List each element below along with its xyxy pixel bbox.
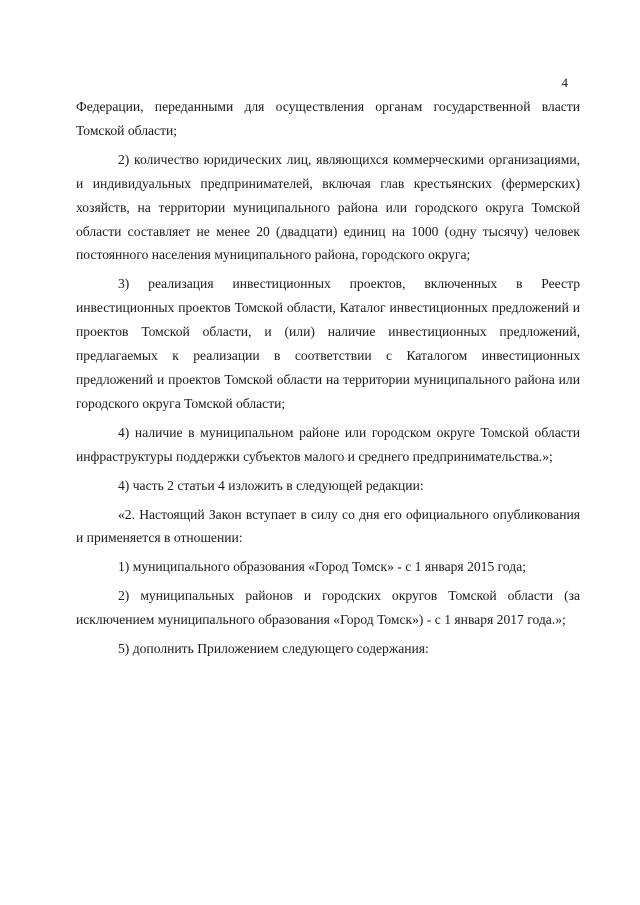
- paragraph-item-4-infrastructure: 4) наличие в муниципальном районе или городском округе Томской области инфраструктуры поддержки субъектов малого и среднего предпринимательства.»;: [76, 424, 580, 464]
- paragraph-amendment-5: 5) дополнить Приложением следующего содержания:: [118, 641, 429, 657]
- paragraph-tomsk-city-date: 1) муниципального образования «Город Томск» - с 1 января 2015 года;: [118, 559, 527, 575]
- document-body: [76, 95, 580, 661]
- paragraph-continuation: Федерации, переданными для осуществления органам государственной власти Томской области;: [76, 99, 580, 138]
- paragraph-item-3-investment-projects: 3) реализация инвестиционных проектов, включенных в Реестр инвестиционных проектов Томской области, Каталог инвестиционных предложений и проектов Томской области, и (или) наличие инвестиционных предложений, предлагаемых к реализации в соответствии с Каталогом инвестиционных предложений и проектов Томской области на территории муниципального района или городского округа Томской области;: [76, 276, 580, 411]
- page-number: 4: [561, 75, 568, 90]
- paragraph-law-effective-date: «2. Настоящий Закон вступает в силу со дня его официального опубликования и применяется в отношении:: [76, 506, 580, 546]
- paragraph-amendment-4: 4) часть 2 статьи 4 изложить в следующей редакции:: [118, 477, 424, 493]
- paragraph-districts-date: 2) муниципальных районов и городских округов Томской области (за исключением муниципального образования «Город Томск») - с 1 января 2017 года.»;: [76, 588, 580, 628]
- paragraph-item-2-legal-entities: 2) количество юридических лиц, являющихся коммерческими организациями, и индивидуальных предпринимателей, включая глав крестьянских (фермерских) хозяйств, на территории муниципального района или городского округа Томской области составляет не менее 20 (двадцати) единиц на 1000 (одну тысячу) человек постоянного населения муниципального района, городского округа;: [76, 151, 580, 263]
